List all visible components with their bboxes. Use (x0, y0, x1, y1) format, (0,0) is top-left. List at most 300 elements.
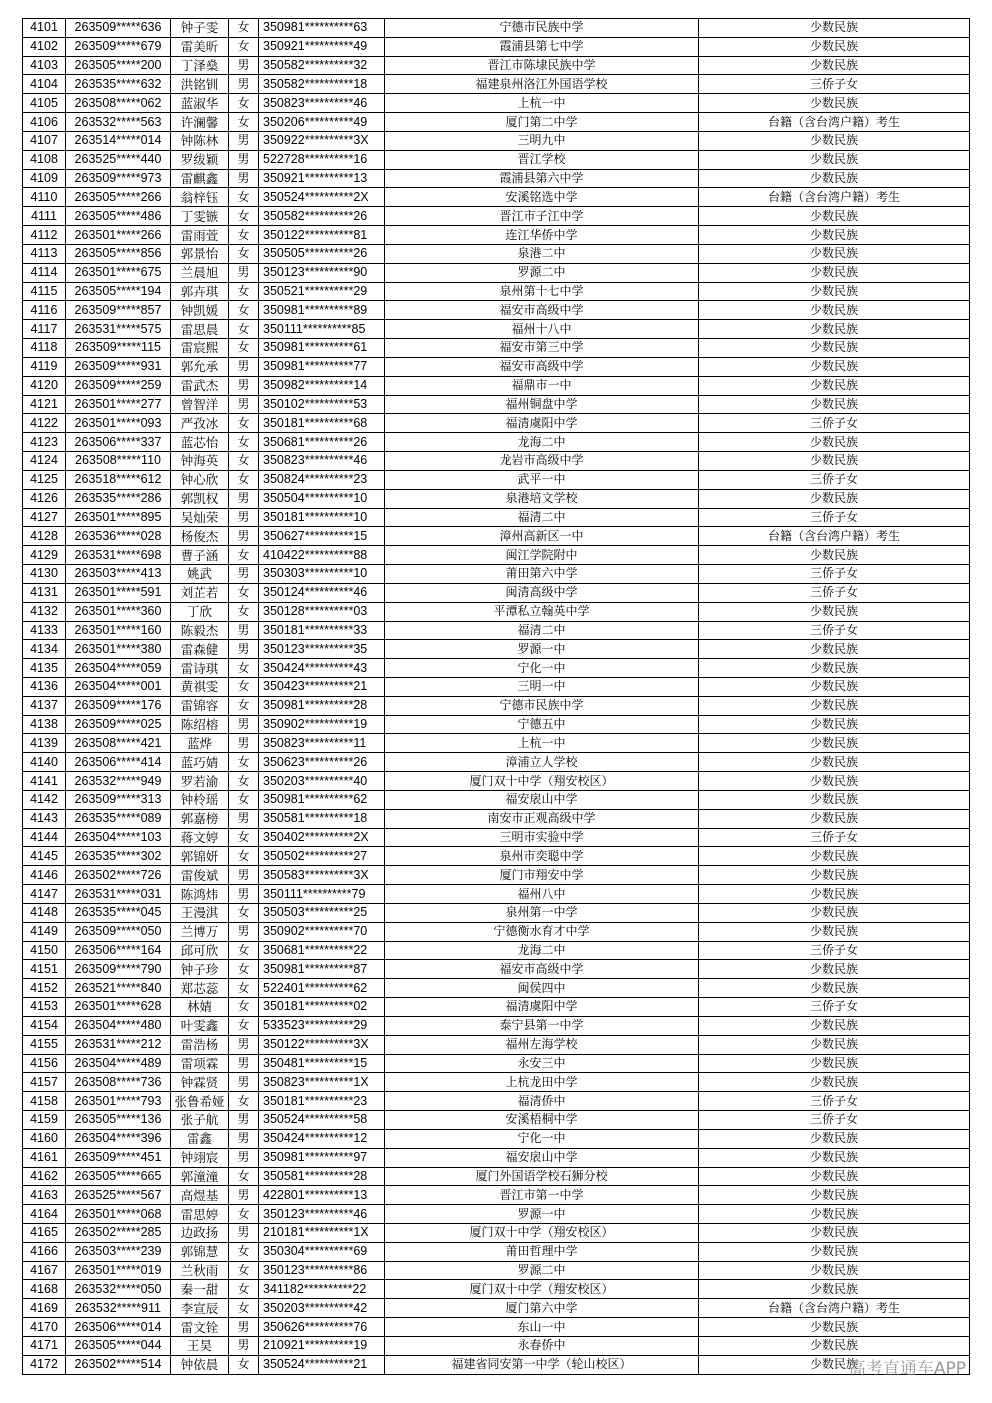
id-number-cell: 350981**********87 (259, 960, 385, 979)
exam-number-cell: 263504*****489 (66, 1054, 171, 1073)
id-number-cell: 350981**********89 (259, 301, 385, 320)
school-name-cell: 闽侯四中 (385, 979, 699, 998)
table-row (23, 1054, 970, 1073)
table-row (23, 1261, 970, 1280)
category-cell: 台籍（含台湾户籍）考生 (699, 527, 970, 546)
id-number-cell: 350982**********14 (259, 376, 385, 395)
school-name-cell: 泰宁县第一中学 (385, 1016, 699, 1035)
exam-number-cell: 263509*****176 (66, 696, 171, 715)
category-cell: 少数民族 (699, 169, 970, 188)
gender-cell: 女 (229, 188, 259, 207)
category-cell: 少数民族 (699, 282, 970, 301)
row-number-cell: 4118 (23, 339, 66, 358)
category-cell: 少数民族 (699, 320, 970, 339)
school-name-cell: 三明市实验中学 (385, 828, 699, 847)
gender-cell: 男 (229, 866, 259, 885)
student-name-cell: 钟海英 (171, 452, 229, 471)
table-row (23, 37, 970, 56)
school-name-cell: 福建省同安第一中学（轮山校区） (385, 1355, 699, 1374)
gender-cell: 男 (229, 1073, 259, 1092)
school-name-cell: 泉港二中 (385, 244, 699, 263)
id-number-cell: 350981**********97 (259, 1148, 385, 1167)
student-name-cell: 张子航 (171, 1111, 229, 1130)
row-number-cell: 4138 (23, 715, 66, 734)
row-number-cell: 4158 (23, 1092, 66, 1111)
student-name-cell: 林婧 (171, 998, 229, 1017)
table-row (23, 979, 970, 998)
student-name-cell: 许澜馨 (171, 113, 229, 132)
gender-cell: 女 (229, 1299, 259, 1318)
student-name-cell: 钟凯媛 (171, 301, 229, 320)
exam-number-cell: 263501*****895 (66, 508, 171, 527)
table-row (23, 244, 970, 263)
row-number-cell: 4160 (23, 1129, 66, 1148)
id-number-cell: 350481**********15 (259, 1054, 385, 1073)
exam-number-cell: 263532*****949 (66, 772, 171, 791)
gender-cell: 女 (229, 847, 259, 866)
category-cell: 三侨子女 (699, 565, 970, 584)
school-name-cell: 上杭一中 (385, 94, 699, 113)
id-number-cell: 350823**********46 (259, 452, 385, 471)
student-name-cell: 郭嘉榜 (171, 809, 229, 828)
id-number-cell: 210181**********1X (259, 1224, 385, 1243)
category-cell: 三侨子女 (699, 621, 970, 640)
school-name-cell: 福鼎市一中 (385, 376, 699, 395)
school-name-cell: 平潭私立翰英中学 (385, 602, 699, 621)
row-number-cell: 4125 (23, 470, 66, 489)
gender-cell: 男 (229, 357, 259, 376)
id-number-cell: 350626**********76 (259, 1318, 385, 1337)
category-cell: 少数民族 (699, 659, 970, 678)
table-row (23, 470, 970, 489)
gender-cell: 女 (229, 37, 259, 56)
category-cell: 少数民族 (699, 922, 970, 941)
student-name-cell: 雷鑫 (171, 1129, 229, 1148)
id-number-cell: 533523**********29 (259, 1016, 385, 1035)
student-name-cell: 王漫淇 (171, 903, 229, 922)
admission-list-table (22, 18, 970, 1375)
category-cell: 少数民族 (699, 19, 970, 38)
table-row (23, 677, 970, 696)
student-name-cell: 吴灿荣 (171, 508, 229, 527)
row-number-cell: 4133 (23, 621, 66, 640)
id-number-cell: 350111**********79 (259, 885, 385, 904)
school-name-cell: 上杭龙田中学 (385, 1073, 699, 1092)
school-name-cell: 厦门双十中学（翔安校区） (385, 1224, 699, 1243)
id-number-cell: 350922**********3X (259, 131, 385, 150)
category-cell: 少数民族 (699, 960, 970, 979)
gender-cell: 女 (229, 772, 259, 791)
table-row (23, 1336, 970, 1355)
exam-number-cell: 263501*****675 (66, 263, 171, 282)
category-cell: 少数民族 (699, 376, 970, 395)
category-cell: 少数民族 (699, 640, 970, 659)
gender-cell: 女 (229, 696, 259, 715)
row-number-cell: 4145 (23, 847, 66, 866)
category-cell: 三侨子女 (699, 1092, 970, 1111)
gender-cell: 女 (229, 659, 259, 678)
gender-cell: 男 (229, 1054, 259, 1073)
exam-number-cell: 263535*****632 (66, 75, 171, 94)
category-cell: 三侨子女 (699, 828, 970, 847)
gender-cell: 女 (229, 903, 259, 922)
id-number-cell: 350181**********10 (259, 508, 385, 527)
category-cell: 少数民族 (699, 1355, 970, 1374)
id-number-cell: 350902**********70 (259, 922, 385, 941)
table-row (23, 508, 970, 527)
exam-number-cell: 263508*****062 (66, 94, 171, 113)
student-name-cell: 丁泽燊 (171, 56, 229, 75)
gender-cell: 女 (229, 1355, 259, 1374)
student-name-cell: 刘芷若 (171, 583, 229, 602)
exam-number-cell: 263531*****031 (66, 885, 171, 904)
watermark: 高考直通车APP (848, 1359, 966, 1379)
gender-cell: 女 (229, 1016, 259, 1035)
school-name-cell: 宁化一中 (385, 659, 699, 678)
exam-number-cell: 263505*****266 (66, 188, 171, 207)
gender-cell: 男 (229, 1129, 259, 1148)
student-name-cell: 雷浩杨 (171, 1035, 229, 1054)
table-row (23, 339, 970, 358)
id-number-cell: 350824**********23 (259, 470, 385, 489)
student-name-cell: 陈鸿炜 (171, 885, 229, 904)
school-name-cell: 福安市第三中学 (385, 339, 699, 358)
table-row (23, 828, 970, 847)
table-row (23, 19, 970, 38)
row-number-cell: 4150 (23, 941, 66, 960)
id-number-cell: 350102**********53 (259, 395, 385, 414)
row-number-cell: 4112 (23, 226, 66, 245)
category-cell: 三侨子女 (699, 414, 970, 433)
school-name-cell: 安溪铭选中学 (385, 188, 699, 207)
table-row (23, 866, 970, 885)
gender-cell: 男 (229, 1224, 259, 1243)
row-number-cell: 4164 (23, 1205, 66, 1224)
row-number-cell: 4126 (23, 489, 66, 508)
gender-cell: 女 (229, 244, 259, 263)
student-name-cell: 钟子雯 (171, 19, 229, 38)
table-row (23, 903, 970, 922)
table-row (23, 357, 970, 376)
table-row (23, 414, 970, 433)
gender-cell: 女 (229, 1167, 259, 1186)
exam-number-cell: 263501*****277 (66, 395, 171, 414)
id-number-cell: 350181**********33 (259, 621, 385, 640)
student-name-cell: 郑芯蕊 (171, 979, 229, 998)
row-number-cell: 4162 (23, 1167, 66, 1186)
row-number-cell: 4139 (23, 734, 66, 753)
table-row (23, 1129, 970, 1148)
student-name-cell: 郭允承 (171, 357, 229, 376)
table-row (23, 790, 970, 809)
category-cell: 少数民族 (699, 452, 970, 471)
category-cell: 少数民族 (699, 1205, 970, 1224)
table-row (23, 1242, 970, 1261)
student-name-cell: 雷思婷 (171, 1205, 229, 1224)
row-number-cell: 4117 (23, 320, 66, 339)
id-number-cell: 350402**********2X (259, 828, 385, 847)
student-name-cell: 郭潼潼 (171, 1167, 229, 1186)
exam-number-cell: 263505*****200 (66, 56, 171, 75)
school-name-cell: 霞浦县第七中学 (385, 37, 699, 56)
student-name-cell: 郭凯权 (171, 489, 229, 508)
category-cell: 少数民族 (699, 546, 970, 565)
exam-number-cell: 263501*****628 (66, 998, 171, 1017)
school-name-cell: 厦门市翔安中学 (385, 866, 699, 885)
category-cell: 三侨子女 (699, 998, 970, 1017)
gender-cell: 女 (229, 546, 259, 565)
student-name-cell: 边政扬 (171, 1224, 229, 1243)
category-cell: 少数民族 (699, 37, 970, 56)
id-number-cell: 350181**********23 (259, 1092, 385, 1111)
table-row (23, 452, 970, 471)
exam-number-cell: 263532*****911 (66, 1299, 171, 1318)
table-row (23, 621, 970, 640)
school-name-cell: 福清侨中 (385, 1092, 699, 1111)
exam-number-cell: 263508*****421 (66, 734, 171, 753)
row-number-cell: 4151 (23, 960, 66, 979)
student-name-cell: 李宣辰 (171, 1299, 229, 1318)
school-name-cell: 福安扆山中学 (385, 790, 699, 809)
category-cell: 少数民族 (699, 1336, 970, 1355)
exam-number-cell: 263501*****360 (66, 602, 171, 621)
category-cell: 少数民族 (699, 339, 970, 358)
table-row (23, 1318, 970, 1337)
student-name-cell: 叶雯鑫 (171, 1016, 229, 1035)
student-name-cell: 雷森健 (171, 640, 229, 659)
gender-cell: 女 (229, 320, 259, 339)
table-row (23, 885, 970, 904)
id-number-cell: 350981**********62 (259, 790, 385, 809)
id-number-cell: 350981**********61 (259, 339, 385, 358)
category-cell: 少数民族 (699, 715, 970, 734)
id-number-cell: 350981**********28 (259, 696, 385, 715)
id-number-cell: 350582**********18 (259, 75, 385, 94)
gender-cell: 男 (229, 621, 259, 640)
gender-cell: 女 (229, 19, 259, 38)
student-name-cell: 郭卉琪 (171, 282, 229, 301)
gender-cell: 女 (229, 1280, 259, 1299)
category-cell: 三侨子女 (699, 470, 970, 489)
school-name-cell: 福建泉州洛江外国语学校 (385, 75, 699, 94)
exam-number-cell: 263509*****931 (66, 357, 171, 376)
category-cell: 少数民族 (699, 734, 970, 753)
category-cell: 少数民族 (699, 866, 970, 885)
exam-number-cell: 263503*****239 (66, 1242, 171, 1261)
category-cell: 少数民族 (699, 903, 970, 922)
id-number-cell: 350823**********46 (259, 94, 385, 113)
exam-number-cell: 263502*****285 (66, 1224, 171, 1243)
gender-cell: 女 (229, 414, 259, 433)
exam-number-cell: 263531*****575 (66, 320, 171, 339)
student-name-cell: 罗绂颖 (171, 150, 229, 169)
id-number-cell: 350123**********35 (259, 640, 385, 659)
student-name-cell: 兰博万 (171, 922, 229, 941)
student-name-cell: 雷美昕 (171, 37, 229, 56)
id-number-cell: 350524**********58 (259, 1111, 385, 1130)
table-row (23, 1299, 970, 1318)
gender-cell: 女 (229, 470, 259, 489)
category-cell: 少数民族 (699, 207, 970, 226)
category-cell: 台籍（含台湾户籍）考生 (699, 188, 970, 207)
school-name-cell: 上杭一中 (385, 734, 699, 753)
row-number-cell: 4141 (23, 772, 66, 791)
exam-number-cell: 263525*****567 (66, 1186, 171, 1205)
school-name-cell: 厦门双十中学（翔安校区） (385, 772, 699, 791)
table-row (23, 546, 970, 565)
student-name-cell: 张鲁希娅 (171, 1092, 229, 1111)
school-name-cell: 泉港培文学校 (385, 489, 699, 508)
table-row (23, 847, 970, 866)
category-cell: 少数民族 (699, 602, 970, 621)
id-number-cell: 350502**********27 (259, 847, 385, 866)
table-row (23, 169, 970, 188)
category-cell: 少数民族 (699, 1035, 970, 1054)
exam-number-cell: 263501*****266 (66, 226, 171, 245)
id-number-cell: 410422**********88 (259, 546, 385, 565)
table-row (23, 489, 970, 508)
row-number-cell: 4121 (23, 395, 66, 414)
student-name-cell: 郭景怡 (171, 244, 229, 263)
exam-number-cell: 263521*****840 (66, 979, 171, 998)
row-number-cell: 4144 (23, 828, 66, 847)
id-number-cell: 350921**********49 (259, 37, 385, 56)
school-name-cell: 罗源二中 (385, 1261, 699, 1280)
exam-number-cell: 263501*****591 (66, 583, 171, 602)
gender-cell: 女 (229, 602, 259, 621)
school-name-cell: 厦门外国语学校石狮分校 (385, 1167, 699, 1186)
id-number-cell: 350122**********3X (259, 1035, 385, 1054)
gender-cell: 男 (229, 169, 259, 188)
school-name-cell: 罗源二中 (385, 263, 699, 282)
row-number-cell: 4155 (23, 1035, 66, 1054)
gender-cell: 女 (229, 113, 259, 132)
table-row (23, 565, 970, 584)
row-number-cell: 4123 (23, 433, 66, 452)
row-number-cell: 4130 (23, 565, 66, 584)
student-name-cell: 雷项霖 (171, 1054, 229, 1073)
row-number-cell: 4156 (23, 1054, 66, 1073)
row-number-cell: 4119 (23, 357, 66, 376)
student-name-cell: 雷文铨 (171, 1318, 229, 1337)
id-number-cell: 350823**********11 (259, 734, 385, 753)
row-number-cell: 4147 (23, 885, 66, 904)
id-number-cell: 350206**********49 (259, 113, 385, 132)
gender-cell: 女 (229, 677, 259, 696)
exam-number-cell: 263501*****093 (66, 414, 171, 433)
row-number-cell: 4152 (23, 979, 66, 998)
school-name-cell: 三明一中 (385, 677, 699, 696)
student-name-cell: 钟霖贤 (171, 1073, 229, 1092)
gender-cell: 男 (229, 1336, 259, 1355)
gender-cell: 女 (229, 301, 259, 320)
student-name-cell: 严孜冰 (171, 414, 229, 433)
student-name-cell: 姚武 (171, 565, 229, 584)
school-name-cell: 福州十八中 (385, 320, 699, 339)
row-number-cell: 4108 (23, 150, 66, 169)
exam-number-cell: 263509*****973 (66, 169, 171, 188)
exam-number-cell: 263506*****414 (66, 753, 171, 772)
gender-cell: 女 (229, 941, 259, 960)
table-row (23, 1224, 970, 1243)
category-cell: 三侨子女 (699, 1111, 970, 1130)
exam-number-cell: 263501*****019 (66, 1261, 171, 1280)
student-name-cell: 罗若渝 (171, 772, 229, 791)
id-number-cell: 350521**********29 (259, 282, 385, 301)
school-name-cell: 厦门双十中学（翔安校区） (385, 1280, 699, 1299)
category-cell: 三侨子女 (699, 508, 970, 527)
id-number-cell: 210921**********19 (259, 1336, 385, 1355)
id-number-cell: 350123**********86 (259, 1261, 385, 1280)
row-number-cell: 4107 (23, 131, 66, 150)
student-name-cell: 郭锦妍 (171, 847, 229, 866)
exam-number-cell: 263525*****440 (66, 150, 171, 169)
table-row (23, 94, 970, 113)
exam-number-cell: 263506*****014 (66, 1318, 171, 1337)
row-number-cell: 4143 (23, 809, 66, 828)
id-number-cell: 350303**********10 (259, 565, 385, 584)
id-number-cell: 350123**********46 (259, 1205, 385, 1224)
school-name-cell: 厦门第二中学 (385, 113, 699, 132)
exam-number-cell: 263506*****164 (66, 941, 171, 960)
school-name-cell: 莆田第六中学 (385, 565, 699, 584)
exam-number-cell: 263506*****337 (66, 433, 171, 452)
row-number-cell: 4153 (23, 998, 66, 1017)
school-name-cell: 福安市高级中学 (385, 301, 699, 320)
exam-number-cell: 263508*****110 (66, 452, 171, 471)
row-number-cell: 4103 (23, 56, 66, 75)
school-name-cell: 晋江市陈埭民族中学 (385, 56, 699, 75)
student-name-cell: 陈绍榕 (171, 715, 229, 734)
table-row (23, 75, 970, 94)
row-number-cell: 4116 (23, 301, 66, 320)
table-row (23, 659, 970, 678)
exam-number-cell: 263514*****014 (66, 131, 171, 150)
category-cell: 少数民族 (699, 677, 970, 696)
id-number-cell: 350524**********2X (259, 188, 385, 207)
row-number-cell: 4109 (23, 169, 66, 188)
table-row (23, 960, 970, 979)
table-row (23, 715, 970, 734)
school-name-cell: 宁德衡水育才中学 (385, 922, 699, 941)
gender-cell: 男 (229, 734, 259, 753)
id-number-cell: 350582**********32 (259, 56, 385, 75)
table-row (23, 1280, 970, 1299)
table-body (23, 19, 970, 1375)
category-cell: 少数民族 (699, 885, 970, 904)
table-row (23, 998, 970, 1017)
school-name-cell: 厦门第六中学 (385, 1299, 699, 1318)
school-name-cell: 晋江学校 (385, 150, 699, 169)
school-name-cell: 连江华侨中学 (385, 226, 699, 245)
row-number-cell: 4148 (23, 903, 66, 922)
school-name-cell: 晋江市子江中学 (385, 207, 699, 226)
row-number-cell: 4110 (23, 188, 66, 207)
exam-number-cell: 263505*****856 (66, 244, 171, 263)
exam-number-cell: 263509*****313 (66, 790, 171, 809)
category-cell: 少数民族 (699, 696, 970, 715)
table-row (23, 602, 970, 621)
id-number-cell: 350203**********40 (259, 772, 385, 791)
row-number-cell: 4136 (23, 677, 66, 696)
id-number-cell: 422801**********13 (259, 1186, 385, 1205)
table-row (23, 320, 970, 339)
school-name-cell: 泉州市奕聪中学 (385, 847, 699, 866)
row-number-cell: 4102 (23, 37, 66, 56)
school-name-cell: 晋江市第一中学 (385, 1186, 699, 1205)
row-number-cell: 4172 (23, 1355, 66, 1374)
exam-number-cell: 263504*****059 (66, 659, 171, 678)
